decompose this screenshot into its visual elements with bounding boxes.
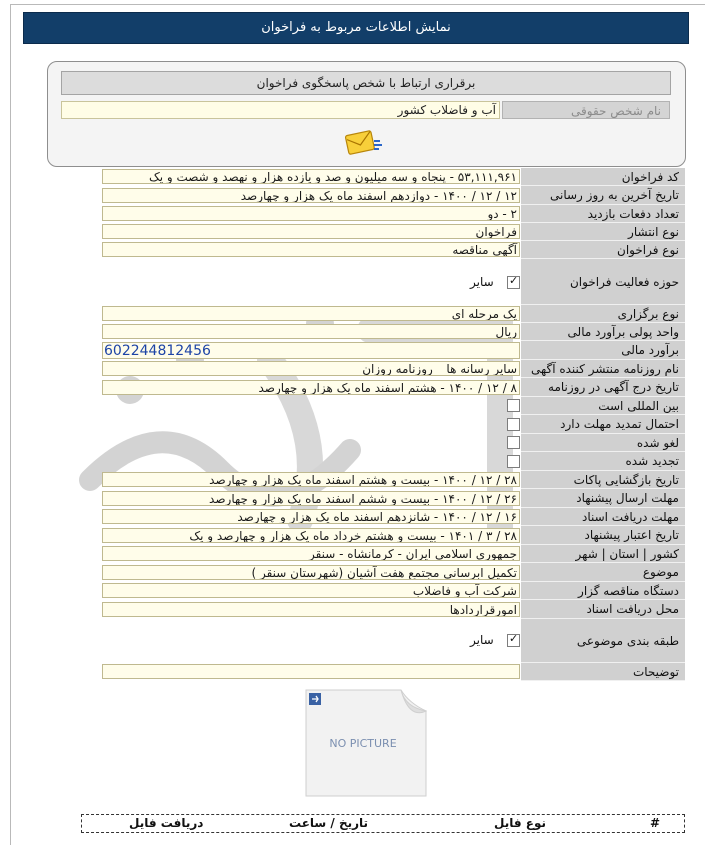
call-code-label: کد فراخوان xyxy=(521,168,685,186)
files-table-header xyxy=(81,814,685,833)
publish-type-label: نوع انتشار xyxy=(521,223,685,241)
col-file-type: نوع فایل xyxy=(494,816,546,830)
submit-deadline-value: ۲۶ / ۱۲ / ۱۴۰۰ - بیست و ششم اسفند ماه یک هزار و چهارصد xyxy=(102,491,520,506)
estimate-label: برآورد مالی xyxy=(521,341,685,360)
col-download: دریافت فایل xyxy=(129,816,204,830)
docs-place-label: محل دریافت اسناد xyxy=(521,600,685,619)
opening-date-value: ۲۸ / ۱۲ / ۱۴۰۰ - بیست و هشتم اسفند ماه یک هزار و چهارصد xyxy=(102,472,520,487)
organizer-label: دستگاه مناقصه گزار xyxy=(521,582,685,600)
category-checkbox[interactable] xyxy=(507,634,520,647)
extension-label: احتمال تمدید مهلت دارد xyxy=(521,415,685,434)
last-update-label: تاریخ آخرین به روز رسانی xyxy=(521,186,685,205)
submit-deadline-label: مهلت ارسال پیشنهاد xyxy=(521,489,685,508)
organizer-value: شرکت آب و فاضلاب xyxy=(102,583,520,598)
no-picture-image xyxy=(305,689,427,797)
holding-type-value: یک مرحله ای xyxy=(102,306,520,321)
renewed-label: تجدید شده xyxy=(521,452,685,471)
holding-type-label: نوع برگزاری xyxy=(521,305,685,323)
col-datetime: تاریخ / ساعت xyxy=(289,816,369,830)
activity-area-option: سایر xyxy=(470,275,494,289)
call-type-label: نوع فراخوان xyxy=(521,241,685,259)
legal-person-label: نام شخص حقوقی xyxy=(502,101,670,119)
validity-date-value: ۲۸ / ۳ / ۱۴۰۱ - بیست و هشتم خرداد ماه یک هزار و چهارصد و یک xyxy=(102,528,520,543)
subject-label: موضوع xyxy=(521,563,685,582)
send-mail-icon[interactable] xyxy=(344,128,384,158)
contact-panel xyxy=(47,61,686,167)
location-label: کشور | استان | شهر xyxy=(521,545,685,563)
international-checkbox[interactable] xyxy=(507,399,520,412)
last-update-value: ۱۲ / ۱۲ / ۱۴۰۰ - دوازدهم اسفند ماه یک هزار و چهارصد xyxy=(102,188,520,203)
currency-value: ریال xyxy=(102,324,520,339)
visit-count-label: تعداد دفعات بازدید xyxy=(521,205,685,223)
renewed-checkbox[interactable] xyxy=(507,455,520,468)
activity-area-label: حوزه فعالیت فراخوان xyxy=(521,259,685,305)
newspaper-label: نام روزنامه منتشر کننده آگهی xyxy=(521,360,685,378)
call-type-value: آگهی مناقصه xyxy=(102,242,520,257)
cancelled-label: لغو شده xyxy=(521,434,685,452)
extension-checkbox[interactable] xyxy=(507,418,520,431)
category-option: سایر xyxy=(470,633,494,647)
description-label: توضیحات xyxy=(521,663,685,681)
description-value xyxy=(102,664,520,679)
publish-type-value: فراخوان xyxy=(102,224,520,239)
docs-place-value: امورقراردادها xyxy=(102,602,520,617)
newspaper-value: سایر رسانه ها _ روزنامه روزان xyxy=(102,361,520,376)
ad-date-label: تاریخ درج آگهی در روزنامه xyxy=(521,378,685,397)
call-code-value: ۵۳,۱۱۱,۹۶۱ - پنجاه و سه میلیون و صد و یازده هزار و نهصد و شصت و یک xyxy=(102,169,520,184)
international-label: بین المللی است xyxy=(521,397,685,415)
ad-date-value: ۸ / ۱۲ / ۱۴۰۰ - هشتم اسفند ماه یک هزار و چهارصد xyxy=(102,380,520,395)
docs-deadline-label: مهلت دریافت اسناد xyxy=(521,508,685,526)
category-label: طبقه بندی موضوعی xyxy=(521,619,685,663)
subject-value: تکمیل ابرسانی مجتمع هفت آشیان (شهرستان سنقر ) xyxy=(102,565,520,580)
window-title: نمایش اطلاعات مربوط به فراخوان xyxy=(23,12,689,44)
no-picture-text: NO PICTURE xyxy=(329,737,397,750)
validity-date-label: تاریخ اعتبار پیشنهاد xyxy=(521,526,685,545)
opening-date-label: تاریخ بازگشایی پاکات xyxy=(521,471,685,489)
visit-count-value: ۲ - دو xyxy=(102,206,520,221)
estimate-value: 602244812456 xyxy=(102,342,520,359)
legal-person-value: آب و فاضلاب کشور xyxy=(61,101,500,119)
col-index: # xyxy=(650,816,661,830)
location-value: جمهوری اسلامی ایران - کرمانشاه - سنقر xyxy=(102,546,520,561)
docs-deadline-value: ۱۶ / ۱۲ / ۱۴۰۰ - شانزدهم اسفند ماه یک هزار و چهارصد xyxy=(102,509,520,524)
cancelled-checkbox[interactable] xyxy=(507,436,520,449)
contact-header: برقراری ارتباط با شخص پاسخگوی فراخوان xyxy=(61,71,671,95)
activity-area-checkbox[interactable] xyxy=(507,276,520,289)
currency-label: واحد پولی برآورد مالی xyxy=(521,323,685,341)
